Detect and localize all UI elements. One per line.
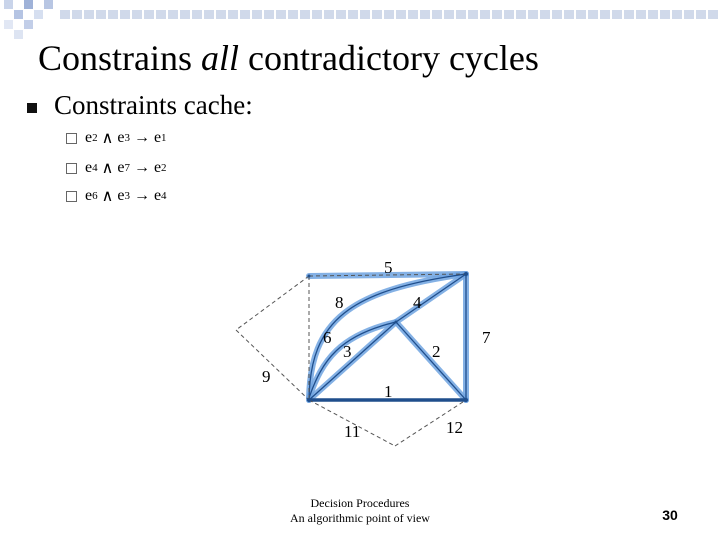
slide-title: Constrains all contradictory cycles xyxy=(38,38,539,78)
edge-9a xyxy=(236,276,309,330)
edge-2 xyxy=(396,322,466,400)
vertex xyxy=(464,398,468,402)
edge-label-8: 8 xyxy=(335,293,344,312)
subtitle: Constraints cache: xyxy=(54,90,253,120)
rule-1: e 2 ∧ e 3 → e 1 xyxy=(66,128,167,148)
vertex xyxy=(307,398,311,402)
edge-label-7: 7 xyxy=(482,328,491,347)
footer-line-1: Decision Procedures xyxy=(310,496,410,510)
edge-label-2: 2 xyxy=(432,342,441,361)
edge-label-12: 12 xyxy=(446,418,463,437)
vertex xyxy=(395,321,398,324)
edge-9b xyxy=(236,330,309,400)
edge-label-1: 1 xyxy=(384,382,393,401)
footer-line-2: An algorithmic point of view xyxy=(290,511,430,525)
vertex xyxy=(464,272,468,276)
page-number: 30 xyxy=(662,507,678,523)
vertex xyxy=(308,275,311,278)
rule-2: e 4 ∧ e 7 → e 2 xyxy=(66,158,167,178)
edge-label-5: 5 xyxy=(384,258,393,277)
footer xyxy=(282,496,438,526)
edge-label-4: 4 xyxy=(413,293,422,312)
edge-label-6: 6 xyxy=(323,328,332,347)
rule-3: e 6 ∧ e 3 → e 4 xyxy=(66,186,167,206)
edge-label-9: 9 xyxy=(262,367,271,386)
edge-label-11: 11 xyxy=(344,422,361,441)
edge-label-3: 3 xyxy=(343,342,352,361)
